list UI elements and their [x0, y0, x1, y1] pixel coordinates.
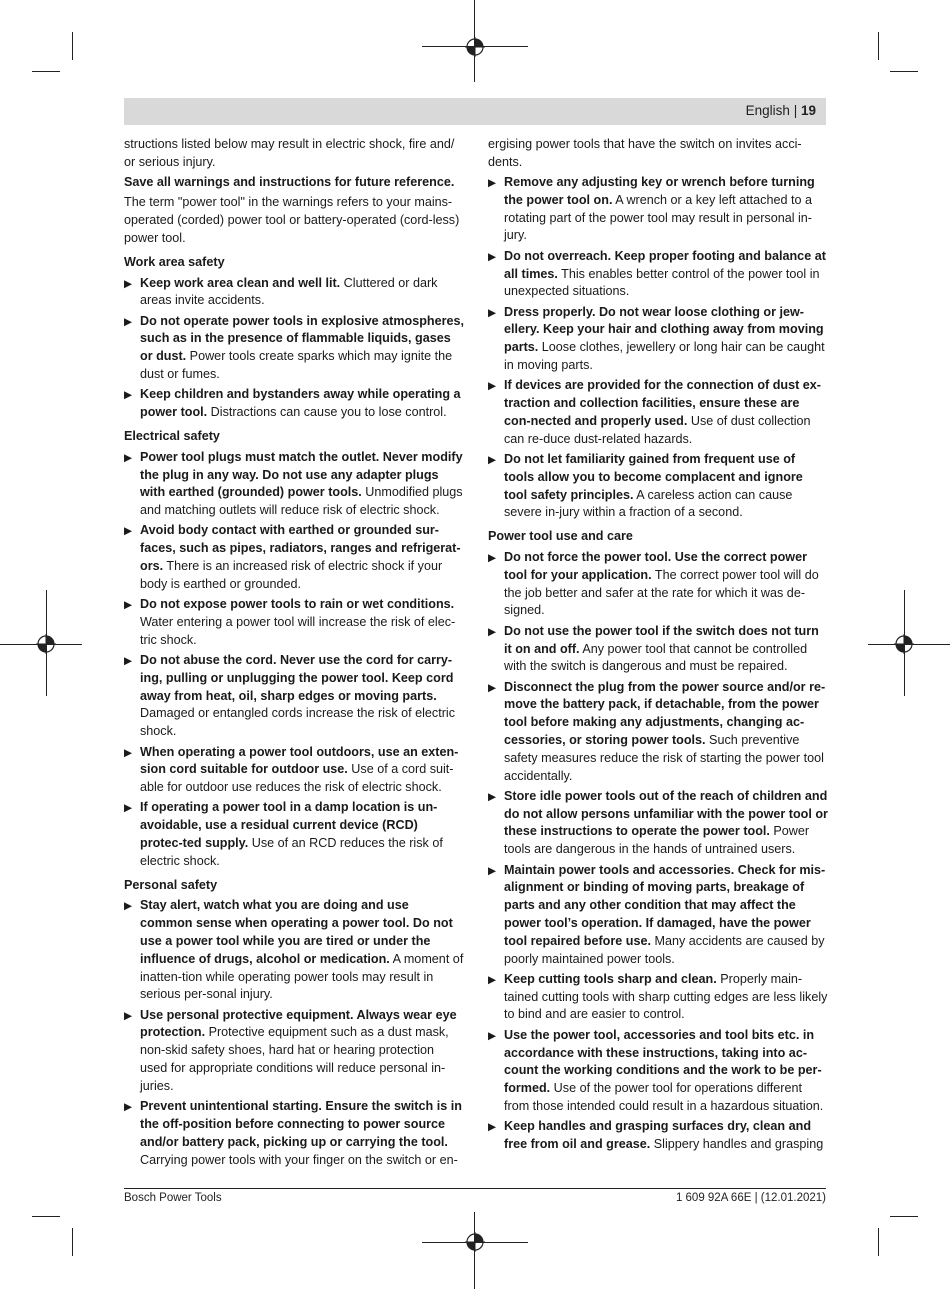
section-heading: Work area safety	[124, 254, 225, 269]
bullet-triangle-icon: ▶	[488, 552, 497, 565]
bullet-triangle-icon: ▶	[488, 306, 497, 319]
registration-target-icon	[894, 634, 914, 654]
crop-mark	[32, 1216, 60, 1217]
safety-item-instruction: If devices are provided for the connection of dust ex-traction and collection facilities, ensure these are con-nected and properly used.	[504, 378, 822, 428]
safety-item-explanation: Slippery handles and grasping	[650, 1137, 824, 1152]
section-heading: Personal safety	[124, 877, 218, 892]
safety-item-instruction: Disconnect the plug from the power source and/or re-move the battery pack, if detachable, from the power tool before making any adjustments, changing ac-cessories, or storing power tools.	[504, 679, 826, 747]
safety-item-explanation: A moment of inatten-tion while operating power tools may result in serious per-sonal injury.	[140, 951, 464, 1002]
footer-brand: Bosch Power Tools	[124, 1192, 222, 1204]
safety-item	[124, 522, 464, 593]
safety-item-explanation: Use of dust collection can re-duce dust-related hazards.	[504, 413, 811, 446]
bullet-triangle-icon: ▶	[488, 625, 497, 638]
safety-item	[488, 1118, 828, 1154]
safety-item	[488, 174, 828, 245]
safety-item-explanation: Distractions can cause you to lose control.	[207, 405, 447, 420]
header-language: English	[745, 103, 790, 118]
safety-item	[124, 799, 464, 870]
safety-item-explanation: Use of the power tool for operations different from those intended could result in a hazardous situation.	[504, 1081, 824, 1113]
safety-item-instruction: Dress properly. Do not wear loose clothing or jew-ellery. Keep your hair and clothing away from moving parts.	[504, 304, 824, 355]
bullet-triangle-icon: ▶	[124, 746, 133, 759]
safety-item-explanation: Cluttered or dark areas invite accidents.	[140, 275, 438, 308]
safety-item	[124, 1007, 464, 1096]
safety-item-explanation: Unmodified plugs and matching outlets will reduce risk of electric shock.	[140, 485, 463, 518]
safety-item-instruction: Stay alert, watch what you are doing and use common sense when operating a power tool. Do not use a power tool while you are tired or under the influence of drugs, alcohol or medication.	[140, 898, 453, 966]
crop-mark	[890, 1216, 918, 1217]
page-number: 19	[800, 103, 816, 118]
bullet-triangle-icon: ▶	[124, 277, 133, 290]
safety-item-explanation: Carrying power tools with your finger on the switch or en-	[140, 1152, 458, 1167]
bullet-triangle-icon: ▶	[124, 1009, 133, 1022]
section-heading: Power tool use and care	[488, 529, 633, 544]
crop-mark	[878, 32, 879, 60]
safety-item-instruction: Do not operate power tools in explosive atmospheres, such as in the presence of flammable liquids, gases or dust.	[140, 313, 465, 364]
continued-paragraph: ergising power tools that have the switch on invites acci-dents.	[488, 137, 802, 169]
safety-item-instruction: Store idle power tools out of the reach of children and do not allow persons unfamiliar with the power tool or these instructions to operate the power tool.	[504, 788, 828, 839]
safety-item-explanation: Properly main-tained cutting tools with sharp cutting edges are less likely to bind and are easier to control.	[504, 971, 828, 1022]
safety-item	[124, 386, 464, 422]
safety-item	[124, 897, 464, 1004]
safety-item	[124, 449, 464, 520]
safety-item	[124, 275, 464, 311]
safety-item-explanation: Many accidents are caused by poorly maintained power tools.	[504, 933, 825, 966]
bullet-triangle-icon: ▶	[488, 454, 497, 467]
safety-item-instruction: Maintain power tools and accessories. Check for mis-alignment or binding of moving parts, breakage of parts and any other condition that may affect the power tool’s operation. If damaged, have the power tool repaired before use.	[504, 862, 826, 948]
safety-item-explanation: Power tools are dangerous in the hands of untrained users.	[504, 824, 810, 857]
safety-item-instruction: Do not let familiarity gained from frequent use of tools allow you to become complacent and ignore tool safety principles.	[504, 452, 803, 502]
page-header	[124, 98, 826, 125]
safety-item-explanation: Power tools create sparks which may ignite the dust or fumes.	[140, 349, 453, 382]
bullet-triangle-icon: ▶	[124, 1101, 133, 1114]
safety-item	[488, 377, 828, 448]
crop-mark	[32, 71, 60, 72]
bullet-triangle-icon: ▶	[124, 315, 133, 328]
safety-item-instruction: When operating a power tool outdoors, use an exten-sion cord suitable for outdoor use.	[140, 744, 459, 777]
intro-paragraph: The term "power tool" in the warnings refers to your mains-operated (corded) power tool or battery-operated (cord-less) power tool.	[124, 195, 460, 245]
safety-item-explanation: There is an increased risk of electric shock if your body is earthed or grounded.	[140, 559, 443, 591]
safety-item-instruction: Use the power tool, accessories and tool bits etc. in accordance with these instructions, taking into ac-count the working conditions and the work to be per-formed.	[504, 1027, 822, 1096]
registration-target-icon	[465, 1232, 485, 1252]
bullet-triangle-icon: ▶	[124, 599, 133, 612]
safety-item	[124, 1098, 464, 1169]
right-column	[488, 136, 828, 1156]
bullet-triangle-icon: ▶	[124, 900, 133, 913]
safety-item	[488, 248, 828, 301]
bullet-triangle-icon: ▶	[488, 177, 497, 190]
safety-item-explanation: Such preventive safety measures reduce the risk of starting the power tool accidentally.	[504, 733, 824, 783]
safety-item	[488, 304, 828, 375]
crop-mark	[72, 32, 73, 60]
safety-item	[488, 862, 828, 969]
safety-item-instruction: Power tool plugs must match the outlet. Never modify the plug in any way. Do not use any adapter plugs with earthed (grounded) power tools.	[140, 449, 463, 500]
safety-item-instruction: Do not force the power tool. Use the correct power tool for your application.	[504, 550, 807, 582]
bullet-triangle-icon: ▶	[488, 1029, 497, 1042]
registration-target-icon	[36, 634, 56, 654]
bullet-triangle-icon: ▶	[488, 790, 497, 803]
safety-item-explanation: Loose clothes, jewellery or long hair can be caught in moving parts.	[504, 340, 825, 373]
safety-item-explanation: The correct power tool will do the job better and safer at the rate for which it was de-signed.	[504, 567, 819, 618]
crop-mark	[72, 1228, 73, 1256]
safety-item-explanation: Use of an RCD reduces the risk of electric shock.	[140, 835, 443, 868]
safety-item	[488, 971, 828, 1024]
header-label	[746, 103, 816, 118]
safety-item-instruction: Do not abuse the cord. Never use the cord for carry-ing, pulling or unplugging the power tool. Keep cord away from heat, oil, sharp edges or moving parts.	[140, 653, 454, 703]
safety-item-instruction: Use personal protective equipment. Always wear eye protection.	[140, 1007, 457, 1040]
safety-item	[488, 623, 828, 676]
safety-item-instruction: Keep cutting tools sharp and clean.	[504, 971, 717, 986]
safety-item	[488, 679, 828, 786]
safety-item-instruction: If operating a power tool in a damp location is un-avoidable, use a residual current device (RCD) protec-ted supply.	[140, 800, 438, 850]
bullet-triangle-icon: ▶	[124, 525, 133, 538]
safety-item	[124, 744, 464, 797]
safety-item	[488, 451, 828, 522]
bullet-triangle-icon: ▶	[488, 864, 497, 877]
bullet-triangle-icon: ▶	[124, 451, 133, 464]
registration-target-icon	[465, 37, 485, 57]
footer-rule	[124, 1188, 826, 1189]
bullet-triangle-icon: ▶	[124, 802, 133, 815]
bullet-triangle-icon: ▶	[124, 655, 133, 668]
safety-item	[488, 788, 828, 859]
safety-item-explanation: Any power tool that cannot be controlled with the switch is dangerous and must be repaired.	[504, 641, 808, 674]
intro-paragraph: structions listed below may result in electric shock, fire and/ or serious injury.	[124, 137, 455, 169]
safety-item-instruction: Prevent unintentional starting. Ensure the switch is in the off-position before connecting to power source and/or battery pack, picking up or carrying the tool.	[140, 1099, 462, 1149]
safety-item-instruction: Do not use the power tool if the switch does not turn it on and off.	[504, 623, 819, 656]
safety-item-explanation: Protective equipment such as a dust mask, non-skid safety shoes, hard hat or hearing protection used for appropriate conditions will reduce personal in-juries.	[140, 1025, 449, 1093]
bullet-triangle-icon: ▶	[124, 389, 133, 402]
safety-item	[488, 1027, 828, 1116]
safety-item-instruction: Keep handles and grasping surfaces dry, clean and free from oil and grease.	[504, 1119, 812, 1152]
safety-item-explanation: Damaged or entangled cords increase the risk of electric shock.	[140, 706, 456, 739]
safety-item-explanation: Water entering a power tool will increase the risk of elec-tric shock.	[140, 614, 456, 647]
bullet-triangle-icon: ▶	[488, 380, 497, 393]
safety-item-explanation: A careless action can cause severe in-jury within a fraction of a second.	[504, 487, 793, 520]
safety-item-instruction: Do not expose power tools to rain or wet conditions.	[140, 597, 455, 612]
safety-item-instruction: Remove any adjusting key or wrench before turning the power tool on.	[504, 175, 815, 207]
section-heading: Electrical safety	[124, 428, 220, 443]
safety-item-instruction: Keep children and bystanders away while operating a power tool.	[140, 387, 461, 420]
safety-item-instruction: Do not overreach. Keep proper footing and balance at all times.	[504, 248, 826, 281]
safety-item	[124, 596, 464, 649]
safety-item-instruction: Avoid body contact with earthed or grounded sur-faces, such as pipes, radiators, ranges and refrigerat-ors.	[140, 523, 461, 574]
bullet-triangle-icon: ▶	[488, 681, 497, 694]
safety-item-explanation: Use of a cord suit-able for outdoor use reduces the risk of electric shock.	[140, 762, 454, 795]
safety-item	[124, 313, 464, 384]
safety-item-instruction: Keep work area clean and well lit.	[140, 275, 341, 290]
bullet-triangle-icon: ▶	[488, 250, 497, 263]
crop-mark	[890, 71, 918, 72]
header-separator: |	[793, 103, 801, 118]
footer-doc-number: 1 609 92A 66E | (12.01.2021)	[675, 1192, 826, 1204]
safety-item-explanation: A wrench or a key left attached to a rotating part of the power tool may result in personal in-jury.	[504, 192, 813, 243]
safety-item	[488, 549, 828, 620]
crop-mark	[878, 1228, 879, 1256]
left-column	[124, 136, 464, 1172]
bullet-triangle-icon: ▶	[488, 973, 497, 986]
safety-item-explanation: This enables better control of the power tool in unexpected situations.	[504, 266, 820, 299]
intro-emphasis: Save all warnings and instructions for future reference.	[124, 175, 455, 190]
bullet-triangle-icon: ▶	[488, 1121, 497, 1134]
safety-item	[124, 652, 464, 741]
